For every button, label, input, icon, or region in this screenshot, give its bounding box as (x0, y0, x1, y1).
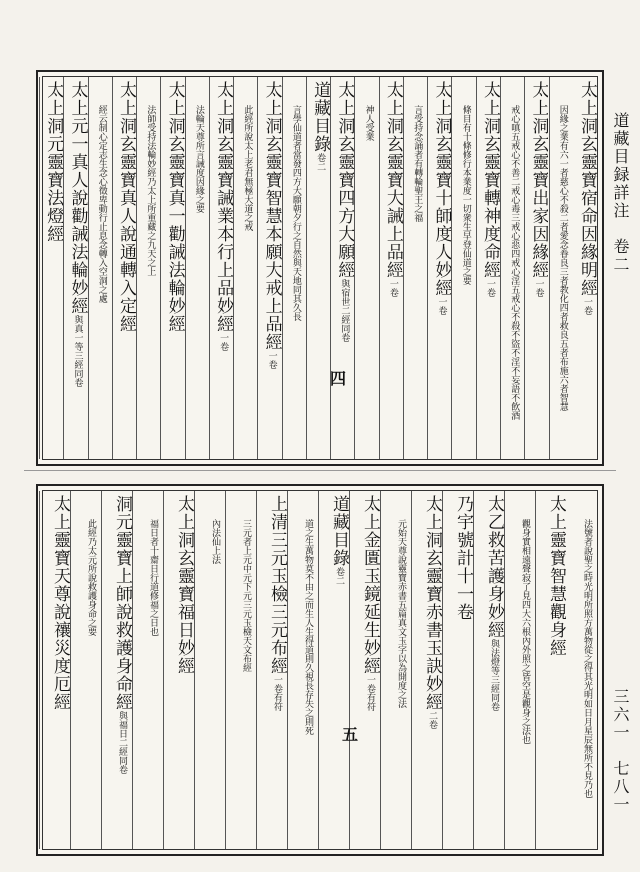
text-column-note (566, 491, 597, 849)
text-column-note (225, 491, 256, 849)
text-column-note (451, 77, 475, 459)
annotation-text: 與法燈等三經同卷 (489, 639, 499, 711)
annotation-text: 一卷 (436, 297, 447, 315)
scripture-title: 太上靈寶智慧觀身經 (546, 495, 566, 657)
scripture-title: 太上金匱玉鏡延生妙經 (360, 495, 380, 675)
text-column-title (257, 77, 281, 459)
scripture-title: 太上洞玄靈寶福日妙經 (174, 495, 194, 675)
annotation-text: 戒心嗔五戒心不善二戒心毒三戒心惡四戒心淫五戒心不殺不盜不淫不妄語不飲酒 (509, 105, 520, 420)
text-column-title (476, 77, 500, 459)
text-column-note (380, 491, 411, 849)
page-number-side: 三六一 七八一 (611, 688, 630, 814)
annotation-text: 言學仙道者當發四方大願朝夕行之自然與天地同其久長 (290, 105, 301, 321)
annotation-text: 元始天尊說靈寶赤書五篇真文玉字以為開度之法 (396, 519, 406, 708)
scripture-title: 太上洞玄靈寶誡業本行上品妙經 (213, 81, 234, 333)
text-column-title (349, 491, 380, 849)
scripture-title: 太乙救苦護身妙經 (484, 495, 504, 639)
text-column-title (209, 77, 233, 459)
text-column-note (354, 77, 378, 459)
text-column-title (442, 491, 473, 849)
scripture-title: 太上洞玄靈寶宿命因緣明經 (577, 81, 597, 297)
annotation-text: 與宿世二經同卷 (339, 279, 350, 342)
scripture-title: 太上洞玄靈寶智慧本願大戒上品經 (261, 81, 282, 351)
text-column-title (473, 491, 504, 849)
annotation-text: 經云制心定志生念心徵卑動行止息念轉入空洞之處 (96, 105, 107, 303)
annotation-text: 因緣之業有六一者慈心不殺二者愛念眷良三者教化四者救良五者布施六者智慧 (557, 105, 568, 411)
annotation-text: 法號者說聖之時光明所照方萬物從之得其光明如日月星辰無所不見乃也 (582, 519, 592, 798)
annotation-text: 一卷 (266, 351, 277, 369)
annotation-text: 法師受持法輪妙經乃太上所重藏之九天之上 (145, 105, 156, 276)
text-column-note (70, 491, 101, 849)
annotation-text: 一卷 (533, 279, 544, 297)
top-page-number: 四 (330, 369, 347, 388)
text-column-note (88, 77, 112, 459)
top-page-panel (36, 70, 604, 466)
annotation-text: 一卷 (582, 297, 592, 315)
scripture-title: 太上洞玄靈寶轉神度命經 (479, 81, 500, 279)
annotation-text: 一卷有符 (365, 675, 375, 711)
scripture-title: 太上洞元靈寶法燈經 (43, 81, 64, 243)
annotation-text: 三元者上元中元下元三元玉檢天文布經 (241, 519, 251, 672)
annotation-text: 此經所說太上老君無極大道之戒 (242, 105, 253, 231)
bottom-page-columns (42, 490, 598, 850)
annotation-text: 言受持念誦者有轉輪聖王之福 (412, 105, 423, 222)
page-divider (24, 470, 616, 471)
annotation-text: 卷二 (315, 153, 326, 171)
scripture-title: 洞元靈寶上師說救護身命經 (112, 495, 132, 711)
annotation-text: 卷二 (334, 567, 344, 585)
text-column-note (282, 77, 306, 459)
annotation-text: 法輪天尊所言誡度因緣之要 (193, 105, 204, 213)
annotation-text: 二卷 (427, 711, 437, 729)
book-title-side: 道藏目録詳注 卷二 (611, 112, 630, 274)
scripture-title: 太上洞玄靈寶赤書玉訣妙經 (422, 495, 442, 711)
text-column-title (160, 77, 184, 459)
scripture-title: 太上元一真人說勸誡法輪妙經 (67, 81, 88, 315)
text-column-title (535, 491, 566, 849)
text-column-note (185, 77, 209, 459)
annotation-text: 此經乃太元所說救護身命之要 (86, 519, 96, 636)
scripture-title: 道藏目錄 (310, 81, 331, 153)
scripture-title: 太上洞玄靈寶四方大願經 (334, 81, 355, 279)
scripture-title: 太上靈寶天尊說禳災度厄經 (50, 495, 70, 711)
text-column-note (132, 491, 163, 849)
text-column-note (194, 491, 225, 849)
annotation-text: 一卷 (387, 279, 398, 297)
text-column-note (504, 491, 535, 849)
text-column-title (101, 491, 132, 849)
text-column-note (287, 491, 318, 849)
annotation-text: 神人受業 (363, 105, 374, 141)
annotation-text: 內法仙上法 (210, 519, 220, 564)
text-column-title (63, 77, 87, 459)
text-column-title (163, 491, 194, 849)
scripture-title: 太上洞玄靈寶出家因緣經 (528, 81, 549, 279)
text-column-note (233, 77, 257, 459)
annotation-text: 與福日二經同卷 (117, 711, 127, 774)
text-column-title (427, 77, 451, 459)
text-column-title (524, 77, 548, 459)
text-column-note (549, 77, 573, 459)
annotation-text: 一卷 (218, 333, 229, 351)
text-column-title (379, 77, 403, 459)
annotation-text: 觀身實相遠聲寂了見四大六根內外照之皆空是觀身之法也 (520, 519, 530, 744)
text-column-title (112, 77, 136, 459)
text-column-title (256, 491, 287, 849)
text-column-title (573, 77, 597, 459)
annotation-text: 一卷 (484, 279, 495, 297)
text-column-title (306, 77, 330, 459)
scripture-title: 太上洞玄靈寶真一勸誡法輪妙經 (164, 81, 185, 333)
annotation-text: 與真一等三經同卷 (72, 315, 83, 387)
text-column-title (39, 491, 70, 849)
text-column-title (411, 491, 442, 849)
scripture-title: 太上洞玄靈寶大誡上品經 (382, 81, 403, 279)
bottom-page-number: 五 (342, 725, 359, 744)
scripture-title: 乃宇號計十一卷 (453, 495, 473, 621)
top-page-columns (42, 76, 598, 460)
annotation-text: 條目有十條修行本業度一切衆生早登仙道之要 (460, 105, 471, 285)
annotation-text: 道之生萬物莫不由之而生人生得道則久視長存失之則死 (303, 519, 313, 735)
scripture-title: 上清三元玉檢三元布經 (267, 495, 287, 675)
bottom-page-panel (36, 484, 604, 856)
text-column-title (330, 77, 354, 459)
text-column-title (318, 491, 349, 849)
text-column-note (403, 77, 427, 459)
text-column-note (500, 77, 524, 459)
text-column-note (136, 77, 160, 459)
scripture-title: 太上洞玄靈寶十師度人妙經 (431, 81, 452, 297)
text-column-title (39, 77, 63, 459)
scripture-title: 太上洞玄靈寶真人說通轉入定經 (116, 81, 137, 333)
annotation-text: 福日者十齋日行道修福之日也 (148, 519, 158, 636)
annotation-text: 一卷有符 (272, 675, 282, 711)
scripture-title: 道藏目錄 (329, 495, 349, 567)
